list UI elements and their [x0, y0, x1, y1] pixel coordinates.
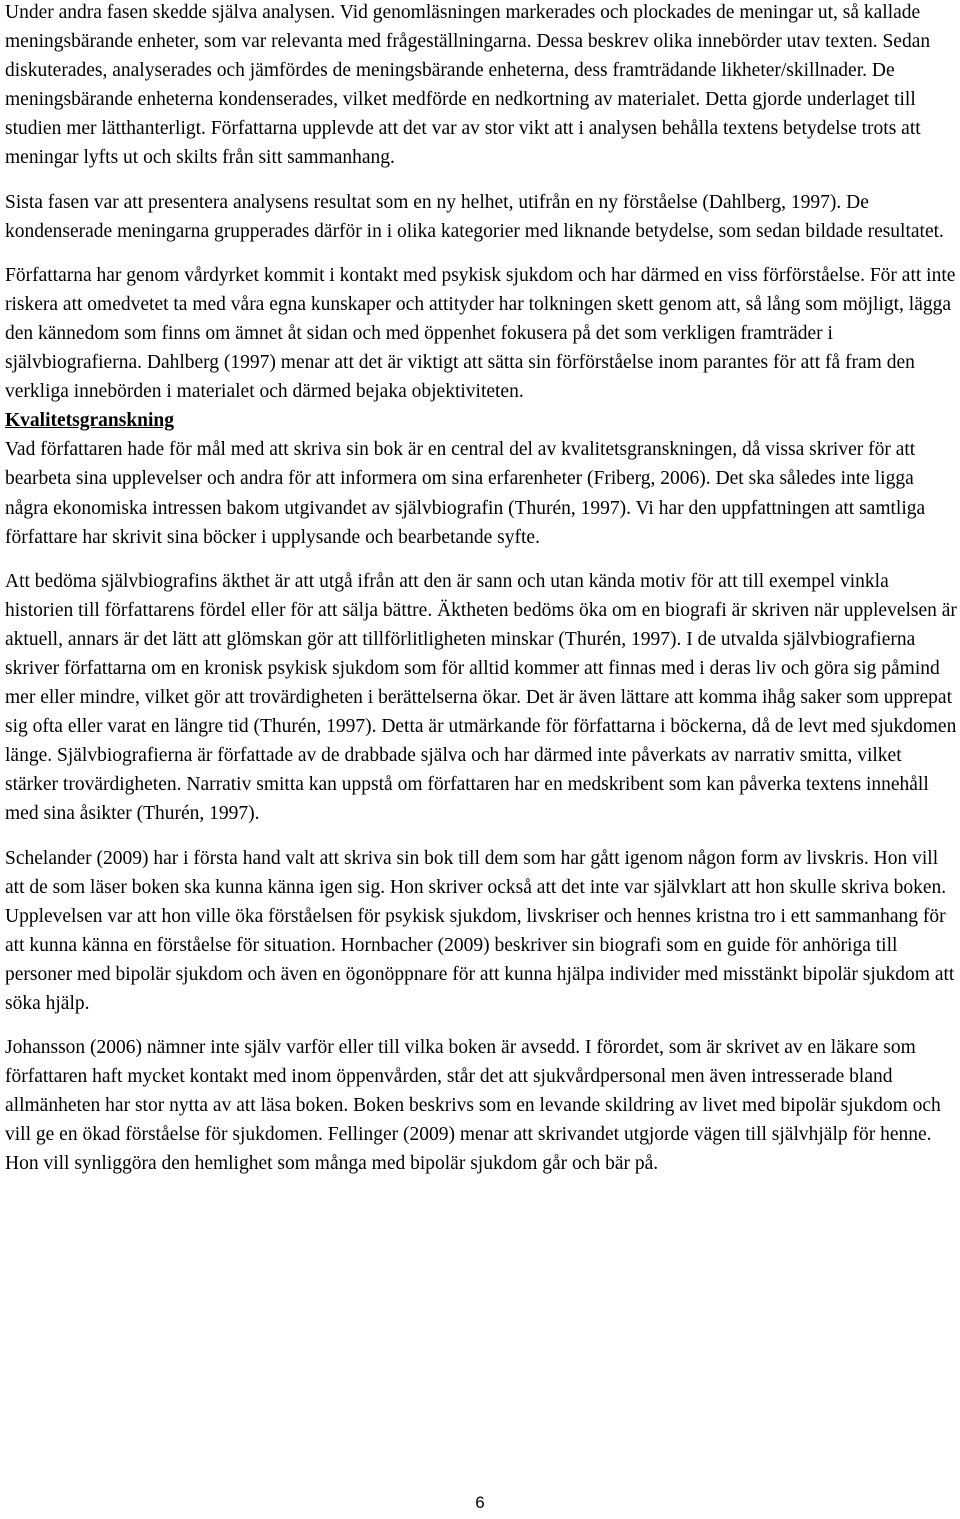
paragraph-johansson: Johansson (2006) nämner inte själv varför eller till vilka boken är avsedd. I förordet, som är skrivet av en läkare som författaren haft mycket kontakt med inom öppenvården, står det att sjukvårdpersonal men även intresserade bland allmänheten har stor nytta av att läsa boken. Boken beskrivs som en levande skildring av livet med bipolär sjukdom och vill ge en ökad förståelse för sjukdomen. Fellinger (2009) menar att skrivandet utgjorde vägen till självhjälp för henne. Hon vill synliggöra den hemlighet som många med bipolär sjukdom går och bär på.: [5, 1037, 941, 1175]
page-number: 6: [475, 1493, 485, 1512]
paragraph-authenticity: Att bedöma självbiografins äkthet är att utgå ifrån att den är sann och utan kända motiv för att till exempel vinkla historien till författarens fördel eller för att sälja bättre. Äktheten bedöms öka om en biografi är skriven när upplevelsen är aktuell, annars är det lätt att glömskan gör att tillförlitligheten minskar (Thurén, 1997). I de utvalda självbiografierna skriver författarna om en kronisk psykisk sjukdom som för alltid kommer att finnas med i deras liv och göra sig påmind mer eller mindre, vilket gör att trovärdigheten i berättelserna ökar. Det är även lättare att komma ihåg saker som upprepat sig ofta eller varat en längre tid (Thurén, 1997). Detta är utmärkande för författarna i böckerna, då de levt med sjukdomen länge. Självbiografierna är författade av de drabbade själva och har därmed inte påverkats av narrativ smitta, vilket stärker trovärdigheten. Narrativ smitta kan uppstå om författaren har en medskribent som kan påverka textens innehåll med sina åsikter (Thurén, 1997).: [5, 570, 957, 825]
paragraph-quality-purpose: Vad författaren hade för mål med att skriva sin bok är en central del av kvalitetsgranskningen, då vissa skriver för att bearbeta sina upplevelser och andra för att informera om sina erfarenheter (Friberg, 2006). Det ska således inte ligga några ekonomiska intressen bakom utgivandet av självbiografin (Thurén, 1997). Vi har den uppfattningen att samtliga författare har skrivit sina böcker i upplysande och bearbetande syfte.: [5, 439, 926, 548]
paragraph-analysis-phase: Under andra fasen skedde själva analysen. Vid genomläsningen markerades och plockades de meningar ut, så kallade meningsbärande enheter, som var relevanta med frågeställningarna. Dessa beskrev olika innebörder utav texten. Sedan diskuterades, analyserades och jämfördes de meningsbärande enheterna, dess framträdande likheter/skillnader. De meningsbärande enheterna kondenserades, vilket medförde en nedkortning av materialet. Detta gjorde underlaget till studien mer lätthanterligt. Författarna upplevde att det var av stor vikt att i analysen behålla textens betydelse trots att meningar lyfts ut och skilts från sitt sammanhang.: [5, 2, 931, 169]
paragraph-final-phase: Sista fasen var att presentera analysens resultat som en ny helhet, utifrån en ny förståelse (Dahlberg, 1997). De kondenserade meningarna grupperades därför in i olika kategorier med liknande betydelse, som sedan bildade resultatet.: [5, 191, 944, 242]
paragraph-preunderstanding: Författarna har genom vårdyrket kommit i kontakt med psykisk sjukdom och har därmed en viss förförståelse. För att inte riskera att omedvetet ta med våra egna kunskaper och attityder har tolkningen skett genom att, så lång som möjligt, lägga den kännedom som finns om ämnet åt sidan och med öppenhet fokusera på det som verkligen framträder i självbiografierna. Dahlberg (1997) menar att det är viktigt att sätta sin förförståelse inom parantes för att få fram den verkliga innebörden i materialet och därmed bejaka objektiviteten.: [5, 264, 956, 403]
section-heading: Kvalitetsgranskning: [5, 410, 175, 432]
document-page: [5, 0, 957, 1179]
paragraph-schelander: Schelander (2009) har i första hand valt att skriva sin bok till dem som har gått igenom någon form av livskris. Hon vill att de som läser boken ska kunna känna igen sig. Hon skriver också att det inte var självklart att hon skulle skriva boken. Upplevelsen var att hon ville öka förståelsen för psykisk sjukdom, livskriser och hennes kristna tro i ett sammanhang för att kunna känna en förståelse för situation. Hornbacher (2009) beskriver sin biografi som en guide för anhöriga till personer med bipolär sjukdom och även en ögonöppnare för att kunna hjälpa individer med misstänkt bipolär sjukdom att söka hjälp.: [5, 847, 955, 1014]
